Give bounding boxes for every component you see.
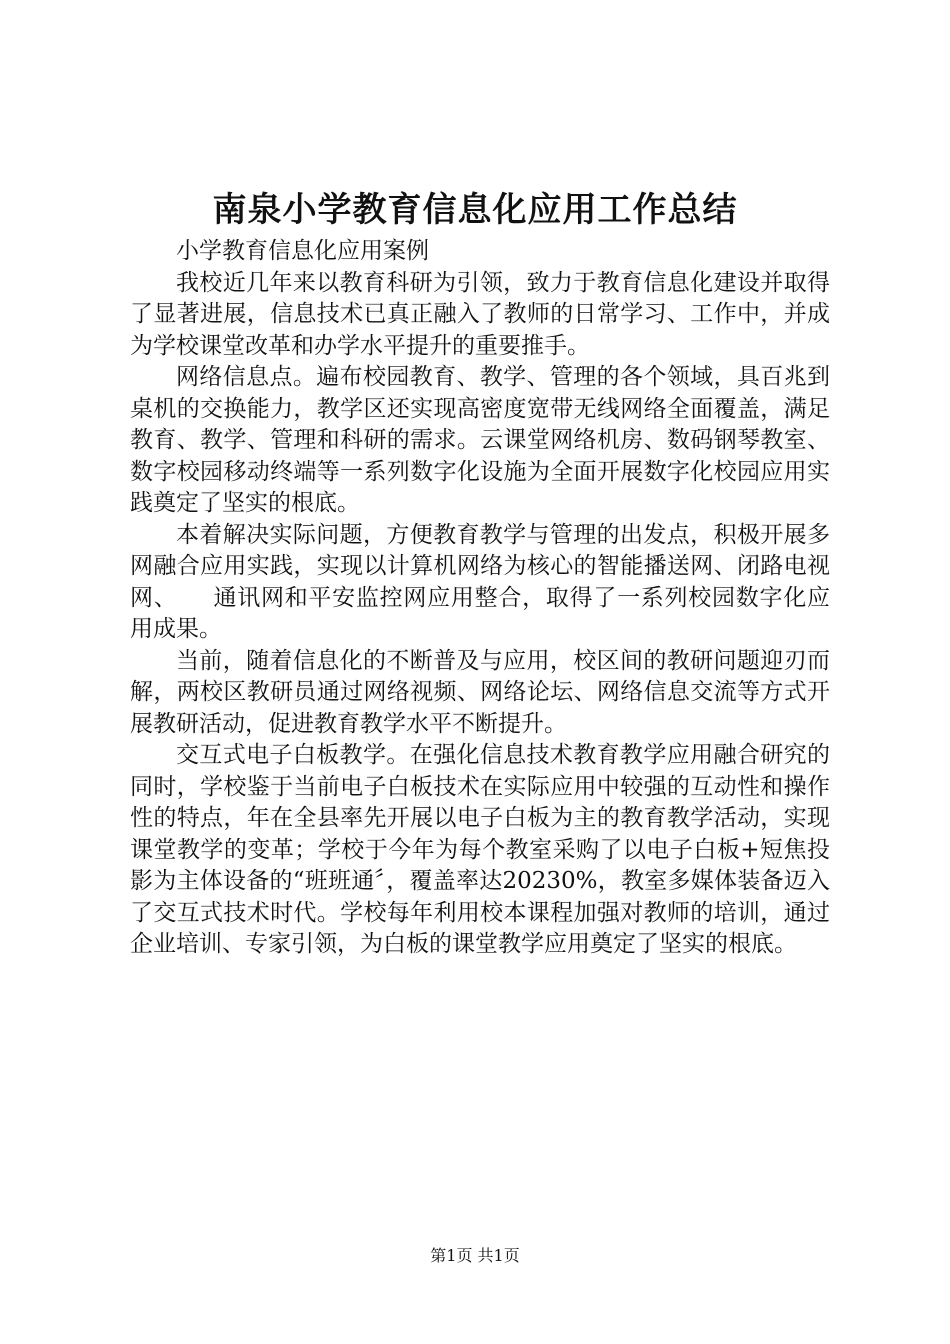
- paragraph-intro: 我校近几年来以教育科研为引领，致力于教育信息化建设并取得了显著进展，信息技术已真正融入了教师的日常学习、工作中，并成为学校课堂改革和办学水平提升的重要推手。: [130, 269, 830, 359]
- paragraph-research: 当前，随着信息化的不断普及与应用，校区间的教研问题迎刃而解，两校区教研员通过网络视频、网络论坛、网络信息交流等方式开展教研活动，促进教育教学水平不断提升。: [130, 647, 830, 737]
- paragraph-whiteboard: 交互式电子白板教学。在强化信息技术教育教学应用融合研究的同时，学校鉴于当前电子白板技术在实际应用中较强的互动性和操作性的特点，年在全县率先开展以电子白板为主的教育教学活动，实现课堂教学的变革；学校于今年为每个教室采购了以电子白板+短焦投影为主体设备的“班班通〞，覆盖率达20230%，教室多媒体装备迈入了交互式技术时代。学校每年利用校本课程加强对教师的培训，通过企业培训、专家引领，为白板的课堂教学应用奠定了坚实的根底。: [130, 742, 830, 957]
- page-footer: 第1页 共1页: [430, 1246, 520, 1265]
- paragraph-subtitle: 小学教育信息化应用案例: [176, 238, 429, 264]
- paragraph-network: 网络信息点。遍布校园教育、教学、管理的各个领域，具百兆到桌机的交换能力，教学区还实现高密度宽带无线网络全面覆盖，满足教育、教学、管理和科研的需求。云课堂网络机房、数码钢琴教室、数字校园移动终端等一系列数字化设施为全面开展数字化校园应用实践奠定了坚实的根底。: [130, 364, 830, 516]
- document-body: [130, 236, 830, 961]
- document-title: 南泉小学教育信息化应用工作总结: [212, 190, 738, 230]
- paragraph-integration: 本着解决实际问题，方便教育教学与管理的出发点，积极开展多网融合应用实践，实现以计算机网络为核心的智能播送网、闭路电视网、 通讯网和平安监控网应用整合，取得了一系列校园数字化应用成果。: [130, 521, 830, 642]
